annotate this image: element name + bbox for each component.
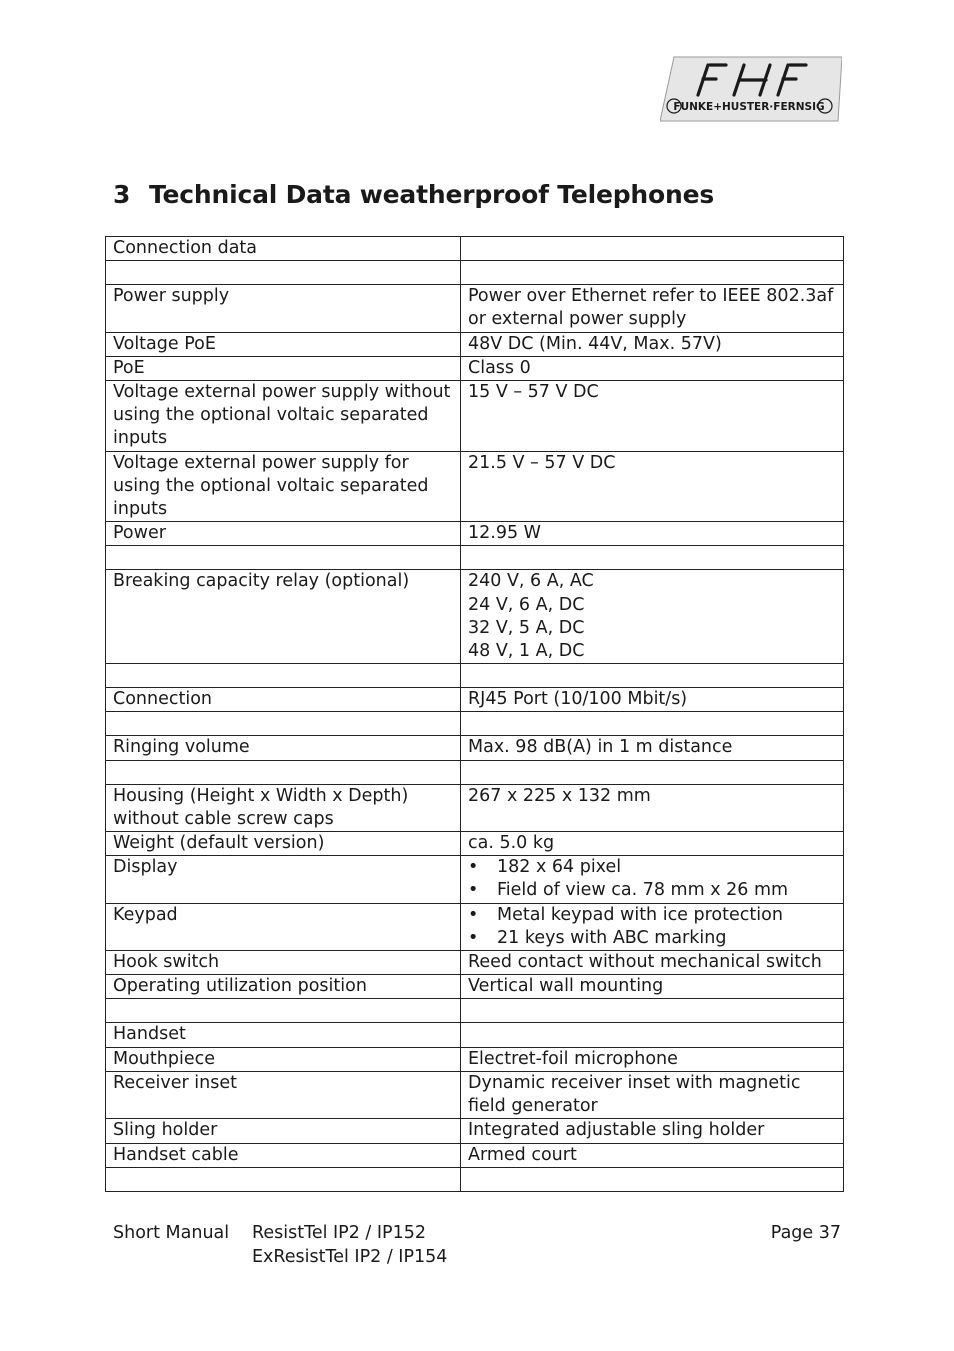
row-label: Housing (Height x Width x Depth) without cable screw caps <box>106 784 461 831</box>
table-row <box>106 784 844 831</box>
value-line: ca. 5.0 kg <box>468 833 555 854</box>
table-row <box>106 712 844 736</box>
logo-text: FUNKE+HUSTER·FERNSIG <box>673 101 825 113</box>
value-line: Armed court <box>468 1144 577 1165</box>
value-line: 267 x 225 x 132 mm <box>468 785 651 806</box>
row-label: Power <box>106 522 461 546</box>
row-value <box>461 856 844 903</box>
value-line: Power over Ethernet refer to IEEE 802.3af or external power supply <box>468 286 834 330</box>
row-value <box>461 1167 844 1191</box>
row-value <box>461 237 844 261</box>
row-value <box>461 951 844 975</box>
technical-data-table <box>105 236 844 1192</box>
row-value <box>461 999 844 1023</box>
value-bullet-item: • Field of view ca. 78 mm x 26 mm <box>468 879 837 902</box>
row-label: Ringing volume <box>106 736 461 760</box>
row-value <box>461 1071 844 1118</box>
section-heading <box>113 180 714 209</box>
row-label: Voltage external power supply for using the optional voltaic separated inputs <box>106 451 461 522</box>
value-line: Max. 98 dB(A) in 1 m distance <box>468 737 733 758</box>
footer-products <box>252 1222 447 1269</box>
row-value <box>461 570 844 664</box>
row-label: Weight (default version) <box>106 832 461 856</box>
row-value <box>461 1143 844 1167</box>
table-row <box>106 332 844 356</box>
row-value <box>461 975 844 999</box>
row-label: Mouthpiece <box>106 1047 461 1071</box>
value-bullet-item: • 182 x 64 pixel <box>468 856 837 879</box>
value-line: Electret-foil microphone <box>468 1048 678 1069</box>
row-label: Operating utilization position <box>106 975 461 999</box>
row-label <box>106 1167 461 1191</box>
value-line: 15 V – 57 V DC <box>468 382 599 403</box>
value-line: Integrated adjustable sling holder <box>468 1120 765 1141</box>
row-value <box>461 1047 844 1071</box>
value-line: 32 V, 5 A, DC <box>468 617 585 638</box>
row-label: PoE <box>106 356 461 380</box>
table-row <box>106 261 844 285</box>
row-value <box>461 712 844 736</box>
section-title: Technical Data weatherproof Telephones <box>149 180 715 209</box>
row-label: Handset cable <box>106 1143 461 1167</box>
table-row <box>106 1047 844 1071</box>
value-line: Class 0 <box>468 357 531 378</box>
row-label: Connection data <box>106 237 461 261</box>
row-value <box>461 356 844 380</box>
value-line: 12.95 W <box>468 523 541 544</box>
table-row <box>106 546 844 570</box>
row-value <box>461 285 844 332</box>
table-row <box>106 760 844 784</box>
table-row <box>106 522 844 546</box>
table-row <box>106 856 844 903</box>
table-row <box>106 451 844 522</box>
table-row <box>106 1119 844 1143</box>
row-value <box>461 664 844 688</box>
row-label: Display <box>106 856 461 903</box>
value-line: Vertical wall mounting <box>468 976 664 997</box>
row-value <box>461 261 844 285</box>
table-row <box>106 570 844 664</box>
value-line: Dynamic receiver inset with magnetic field generator <box>468 1072 801 1117</box>
row-label: Voltage external power supply without using the optional voltaic separated inputs <box>106 381 461 452</box>
table-row <box>106 1071 844 1118</box>
footer-doc-type: Short Manual <box>113 1223 230 1243</box>
table-row <box>106 999 844 1023</box>
company-logo <box>660 55 842 123</box>
table-row <box>106 1167 844 1191</box>
value-line: 24 V, 6 A, DC <box>468 594 585 615</box>
value-bullet-list <box>468 856 837 902</box>
row-label: Power supply <box>106 285 461 332</box>
value-line: Reed contact without mechanical switch <box>468 952 822 973</box>
row-label <box>106 664 461 688</box>
section-number: 3 <box>113 180 131 209</box>
value-bullet-item: • Metal keypad with ice protection <box>468 904 837 927</box>
table-row <box>106 688 844 712</box>
table-row <box>106 1023 844 1047</box>
value-line: RJ45 Port (10/100 Mbit/s) <box>468 689 688 710</box>
row-value <box>461 522 844 546</box>
table-row <box>106 664 844 688</box>
row-label <box>106 261 461 285</box>
table-row <box>106 975 844 999</box>
row-label: Voltage PoE <box>106 332 461 356</box>
row-label <box>106 712 461 736</box>
table-row <box>106 736 844 760</box>
footer-product-line: ResistTel IP2 / IP152 <box>252 1223 426 1243</box>
value-line: 240 V, 6 A, AC <box>468 571 594 592</box>
row-value <box>461 546 844 570</box>
row-value <box>461 332 844 356</box>
footer-product-line: ExResistTel IP2 / IP154 <box>252 1246 448 1267</box>
row-label: Sling holder <box>106 1119 461 1143</box>
row-label <box>106 760 461 784</box>
table-row <box>106 1143 844 1167</box>
row-label <box>106 999 461 1023</box>
footer-page-number: Page 37 <box>770 1223 841 1243</box>
table-row <box>106 381 844 452</box>
value-line: 48V DC (Min. 44V, Max. 57V) <box>468 333 722 354</box>
value-line: 48 V, 1 A, DC <box>468 641 585 662</box>
row-label: Keypad <box>106 903 461 950</box>
row-value <box>461 451 844 522</box>
value-bullet-item: • 21 keys with ABC marking <box>468 927 837 950</box>
row-value <box>461 832 844 856</box>
row-value <box>461 784 844 831</box>
table-row <box>106 903 844 950</box>
row-value <box>461 903 844 950</box>
row-label: Hook switch <box>106 951 461 975</box>
row-label: Breaking capacity relay (optional) <box>106 570 461 664</box>
table-row <box>106 356 844 380</box>
row-value <box>461 736 844 760</box>
table-row <box>106 832 844 856</box>
row-value <box>461 381 844 452</box>
row-value <box>461 1023 844 1047</box>
row-label <box>106 546 461 570</box>
table-row <box>106 285 844 332</box>
table-row <box>106 951 844 975</box>
row-value <box>461 760 844 784</box>
row-label: Connection <box>106 688 461 712</box>
row-label: Handset <box>106 1023 461 1047</box>
table-row <box>106 237 844 261</box>
value-bullet-list <box>468 904 837 950</box>
row-value <box>461 1119 844 1143</box>
value-line: 21.5 V – 57 V DC <box>468 452 616 473</box>
row-value <box>461 688 844 712</box>
row-label: Receiver inset <box>106 1071 461 1118</box>
